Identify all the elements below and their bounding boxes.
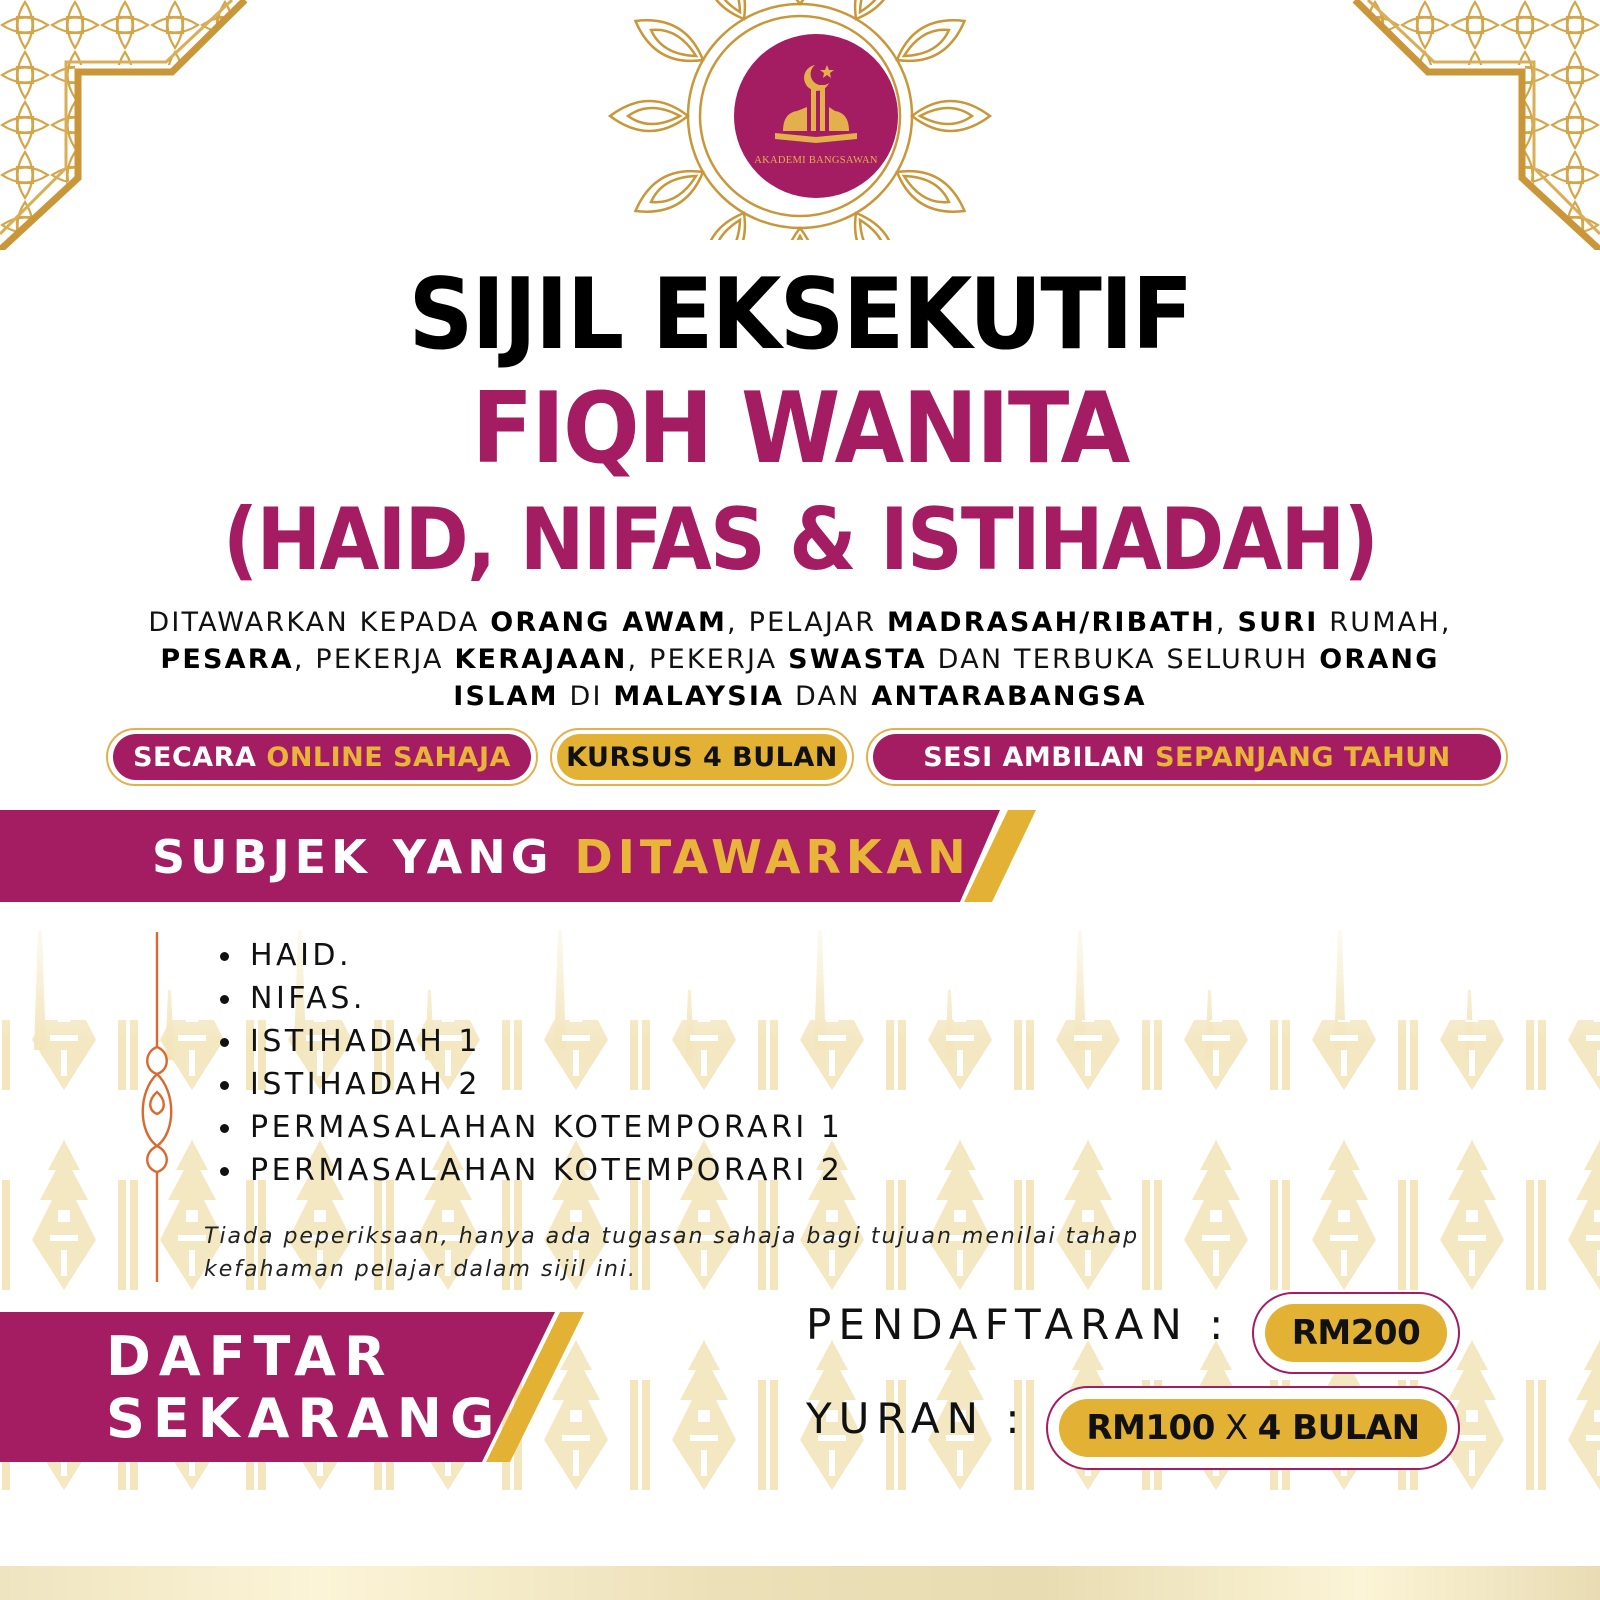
subjects-heading: SUBJEK YANG DITAWARKAN bbox=[152, 830, 971, 884]
footer-gold-band bbox=[0, 1566, 1600, 1600]
list-item: NIFAS. bbox=[220, 977, 843, 1020]
list-item: PERMASALAHAN KOTEMPORARI 1 bbox=[220, 1106, 843, 1149]
list-item: ISTIHADAH 2 bbox=[220, 1063, 843, 1106]
academy-logo bbox=[734, 34, 898, 198]
register-now-banner[interactable] bbox=[0, 1312, 590, 1462]
registration-fee-badge bbox=[1252, 1292, 1460, 1374]
tuition-duration: 4 BULAN bbox=[1257, 1408, 1420, 1448]
logo-text: AKADEMI BANGSAWAN bbox=[754, 154, 878, 166]
title-line-3: (HAID, NIFAS & ISTIHADAH) bbox=[222, 490, 1378, 590]
tuition-multiplier: X bbox=[1224, 1408, 1248, 1448]
badge-course-duration: KURSUS 4 BULAN bbox=[550, 728, 854, 786]
tuition-fee-badge bbox=[1046, 1386, 1460, 1470]
title-line-1: SIJIL EKSEKUTIF bbox=[408, 258, 1192, 372]
subjects-section-banner bbox=[0, 810, 1040, 902]
list-item: ISTIHADAH 1 bbox=[220, 1020, 843, 1063]
registration-fee-value: RM200 bbox=[1291, 1313, 1421, 1353]
tuition-amount: RM100 bbox=[1086, 1408, 1215, 1448]
list-item: HAID. bbox=[220, 934, 843, 977]
badge-intake-all-year: SESI AMBILAN SEPANJANG TAHUN bbox=[866, 728, 1508, 786]
knot-divider-ornament bbox=[140, 932, 174, 1282]
crescent-star-book-icon bbox=[761, 61, 871, 153]
corner-ornament-top-right bbox=[1350, 0, 1600, 250]
tuition-fee-label: YURAN : bbox=[806, 1394, 1027, 1443]
title-line-2: FIQH WANITA bbox=[471, 372, 1129, 486]
assessment-note: Tiada peperiksaan, hanya ada tugasan sahaja bagi tujuan menilai tahap kefahaman pelajar dalam sijil ini. bbox=[204, 1224, 1140, 1282]
audience-description: DITAWARKAN KEPADA ORANG AWAM, PELAJAR MADRASAH/RIBATH, SURI RUMAH, PESARA, PEKERJA KERAJAAN, PEKERJA SWASTA DAN TERBUKA SELURUH ORANG ISLAM DI MALAYSIA DAN ANTARABANGSA bbox=[148, 607, 1452, 712]
subjects-list bbox=[220, 934, 843, 1192]
list-item: PERMASALAHAN KOTEMPORARI 2 bbox=[220, 1149, 843, 1192]
register-now-text: DAFTAR SEKARANG bbox=[106, 1325, 503, 1450]
registration-fee-label: PENDAFTARAN : bbox=[806, 1300, 1231, 1349]
badge-online-only: SECARA ONLINE SAHAJA bbox=[106, 728, 538, 786]
corner-ornament-top-left bbox=[0, 0, 250, 250]
